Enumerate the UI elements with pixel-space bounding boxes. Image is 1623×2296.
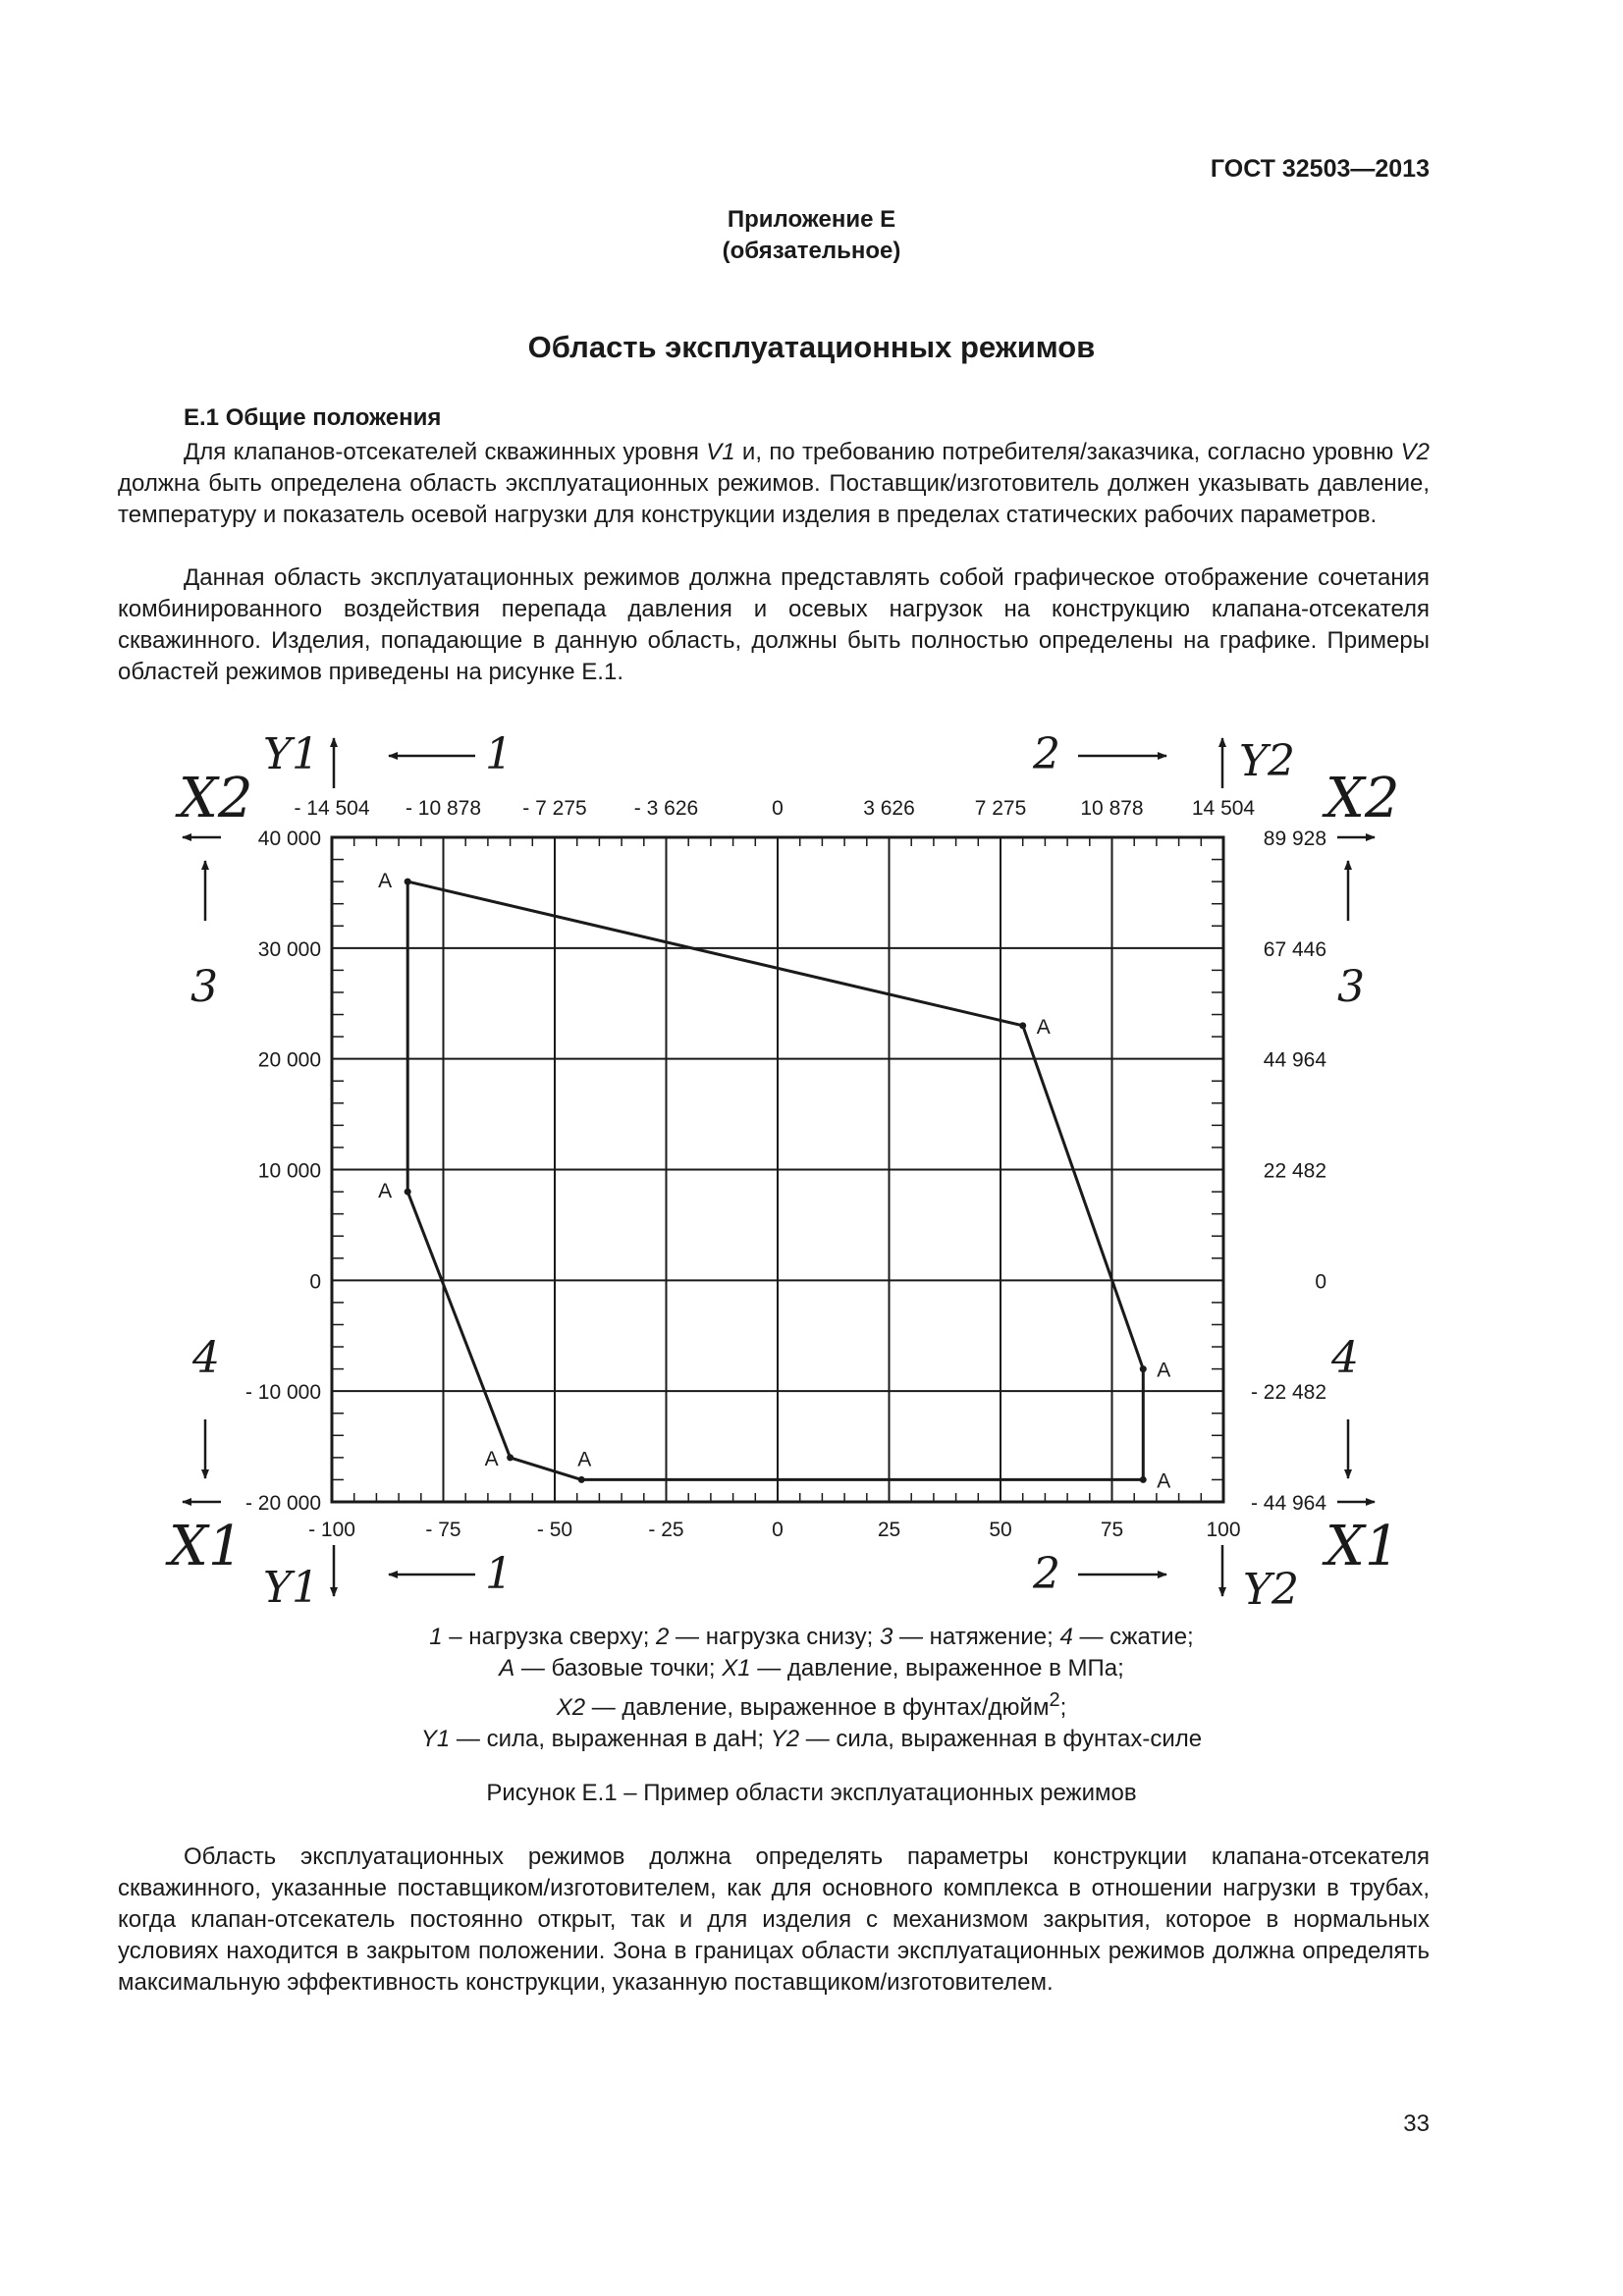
y1-tick-label: 40 000 (257, 828, 321, 850)
y2-tick-label: 0 (1315, 1270, 1326, 1294)
paragraph-2: Данная область эксплуатационных режимов должна представлять собой графическое отображение сочетания комбинированного воздействия перепада давления и осевых нагрузок на конструкцию клапана-отсекателя скважинного. Изделия, попадающие в данную область, должны быть полностью определены на графике. Примеры областей режимов приведены на рисунке Е.1. (118, 564, 1430, 685)
p1-text-a: Для клапанов-отсекателей скважинных уровня (184, 439, 707, 465)
y1-tick-label: - 10 000 (244, 1381, 321, 1405)
y1-tick-label: 0 (309, 1270, 321, 1294)
y2-tick-label: 22 482 (1263, 1159, 1326, 1183)
page-number: 33 (1403, 2110, 1430, 2137)
y1-tick-label: 10 000 (257, 1159, 321, 1183)
section-heading: Е.1 Общие положения (184, 404, 442, 431)
legend-text: — давление, выраженное в фунтах/дюйм (585, 1694, 1050, 1721)
load-top-label-top: 1 (485, 729, 513, 779)
appendix-note: (обязательное) (722, 238, 901, 264)
legend-text: – нагрузка сверху; (442, 1624, 657, 1650)
y2-tick-label: 67 446 (1263, 937, 1326, 961)
p1-text-b: и, по требованию потребителя/заказчика, согласно уровню (734, 439, 1401, 465)
base-point-label: A (1036, 1015, 1051, 1039)
base-point (1140, 1365, 1147, 1372)
x2-tick-label: 3 626 (863, 797, 915, 820)
legend-key: X2 (556, 1694, 586, 1721)
operating-envelope-chart (0, 717, 1623, 1620)
base-point-label: A (1157, 1469, 1171, 1493)
legend-key: 4 (1059, 1624, 1073, 1650)
paragraph-3: Область эксплуатационных режимов должна определять параметры конструкции клапана-отсекателя скважинного, указанные поставщиком/изготовителем, как для основного комплекса в отношении нагрузки в трубах, когда клапан-отсекатель постоянно открыт, так и для изделия с механизмом закрытия, которое в нормальных условиях находится в закрытом положении. Зона в границах области эксплуатационных режимов должна определять максимальную эффективность конструкции, указанную поставщиком/изготовителем. (118, 1843, 1430, 1996)
appendix-title: Приложение Е (727, 206, 896, 233)
legend-text: — натяжение; (893, 1624, 1060, 1650)
base-point (405, 879, 411, 885)
legend-key: 3 (879, 1624, 893, 1650)
x2-tick-label: - 3 626 (633, 797, 699, 820)
envelope-line (407, 881, 1143, 1479)
x2-tick-label: - 14 504 (294, 797, 370, 820)
legend-key: Y2 (770, 1726, 800, 1752)
y1-tick-label: - 20 000 (244, 1492, 321, 1515)
x1-tick-label: 25 (877, 1519, 901, 1541)
y2-tick-label: 89 928 (1263, 828, 1326, 850)
base-point (507, 1454, 514, 1461)
legend-text: — базовые точки; (514, 1655, 723, 1682)
appendix-heading (0, 204, 1623, 267)
axis-annotations (165, 729, 1400, 1615)
paragraph-1 (118, 437, 1430, 531)
legend-line-1 (0, 1622, 1623, 1653)
x1-tick-label: - 100 (308, 1519, 355, 1541)
p1-level-v2: V2 (1400, 439, 1430, 465)
x2-tick-label: - 7 275 (522, 797, 587, 820)
legend-line-2 (0, 1653, 1623, 1684)
base-point (1140, 1476, 1147, 1483)
x1-label-right: X1 (1325, 1515, 1400, 1578)
legend-line-4 (0, 1724, 1623, 1755)
x2-tick-label: 10 878 (1080, 797, 1144, 820)
x1-tick-label: 100 (1206, 1519, 1241, 1541)
legend-superscript: 2 (1049, 1689, 1060, 1711)
base-point-label: A (378, 1180, 393, 1203)
base-point (405, 1189, 411, 1196)
x1-tick-label: 75 (1100, 1519, 1124, 1541)
tension-label-right: 3 (1337, 962, 1365, 1012)
x1-tick-label: - 75 (425, 1519, 461, 1541)
x1-label-left: X1 (169, 1515, 243, 1578)
x1-tick-label: - 25 (648, 1519, 684, 1541)
legend-key: А (499, 1655, 515, 1682)
y2-label-top: Y2 (1239, 736, 1296, 786)
load-bottom-label-bottom: 2 (1033, 1549, 1060, 1599)
page-title: Область эксплуатационных режимов (527, 330, 1096, 364)
legend-key: X1 (722, 1655, 751, 1682)
p1-text-c: должна быть определена область эксплуатационных режимов. Поставщик/изготовитель должен указывать давление, температуру и показатель осевой нагрузки для конструкции изделия в пределах статических рабочих параметров. (118, 470, 1430, 528)
x2-tick-label: 7 275 (974, 797, 1027, 820)
base-point-label: A (577, 1448, 592, 1471)
x2-label-right: X2 (1325, 767, 1400, 830)
base-point-label: A (378, 870, 393, 893)
y2-tick-label: 44 964 (1263, 1048, 1326, 1072)
y2-tick-label: - 44 964 (1250, 1492, 1326, 1515)
base-point (578, 1476, 585, 1483)
legend-key: 1 (429, 1624, 443, 1650)
x2-tick-label: - 10 878 (405, 797, 482, 820)
x2-tick-label: 14 504 (1191, 797, 1256, 820)
x1-tick-label: - 50 (536, 1519, 573, 1541)
base-point-label: A (484, 1447, 499, 1470)
compression-label-left: 4 (192, 1333, 220, 1383)
legend-line-3 (0, 1684, 1623, 1724)
legend-text: — давление, выраженное в МПа; (750, 1655, 1124, 1682)
load-bottom-label-top: 2 (1033, 729, 1060, 779)
legend-text: — сила, выраженная в даН; (450, 1726, 771, 1752)
tension-label-left: 3 (190, 962, 218, 1012)
legend-text: — нагрузка снизу; (669, 1624, 880, 1650)
x2-label-left: X2 (179, 767, 253, 830)
base-point-label: A (1157, 1359, 1171, 1382)
legend-text: — сила, выраженная в фунтах-силе (799, 1726, 1203, 1752)
standard-number: ГОСТ 32503—2013 (1210, 155, 1430, 183)
x2-tick-label: 0 (772, 797, 784, 820)
x1-tick-label: 0 (772, 1519, 784, 1541)
legend-key: Y1 (420, 1726, 451, 1752)
y2-label-bottom: Y2 (1243, 1565, 1300, 1615)
y1-label-top: Y1 (263, 729, 320, 779)
compression-label-right: 4 (1331, 1333, 1359, 1383)
y1-tick-label: 20 000 (257, 1048, 321, 1072)
legend-key: 2 (656, 1624, 670, 1650)
y1-tick-label: 30 000 (257, 937, 321, 961)
legend-text: — сжатие; (1072, 1624, 1194, 1650)
p1-level-v1: V1 (706, 439, 735, 465)
legend-text: ; (1059, 1694, 1067, 1721)
figure-caption: Рисунок Е.1 – Пример области эксплуатационных режимов (486, 1780, 1137, 1806)
figure-legend (0, 1622, 1623, 1755)
base-point (1019, 1022, 1026, 1029)
y2-tick-label: - 22 482 (1250, 1381, 1326, 1405)
load-top-label-bottom: 1 (485, 1549, 513, 1599)
y1-label-bottom: Y1 (263, 1563, 320, 1613)
x1-tick-label: 50 (989, 1519, 1012, 1541)
